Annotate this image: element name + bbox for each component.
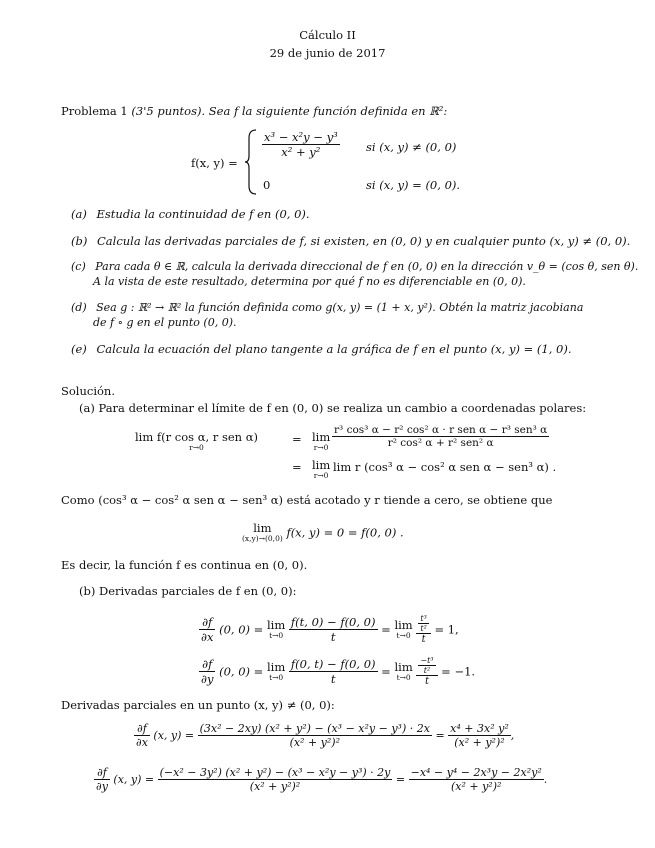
by-lim2-sub: t→0: [396, 672, 411, 682]
gx-at: (x, y) =: [153, 729, 195, 742]
partial-y-origin: [199, 656, 475, 687]
polar-numerator: r³ cos³ α − r² cos² α · r sen α − r³ sen³ α: [334, 424, 548, 436]
part-c-text2: A la vista de este resultado, determina por qué f no es diferenciable en (0, 0).: [93, 275, 526, 288]
gy-at: (x, y) =: [113, 773, 155, 786]
polar-lim1-sub: r→0: [313, 442, 329, 452]
gy-numerator: (−x² − 3y²) (x² + y²) − (x³ − x²y − y³) · 2y: [159, 766, 391, 779]
general-partials-intro: Derivadas parciales en un punto (x, y) ≠ (0, 0):: [61, 698, 335, 712]
partial-x-origin: [199, 614, 459, 645]
gx-eq: =: [435, 729, 445, 742]
gx-denominator: (x² + y²)²: [289, 736, 341, 749]
gx-denominator2: (x² + y²)²: [454, 736, 505, 749]
problem-text: Sea f la siguiente función definida en ℝ²:: [208, 104, 448, 118]
bx-eq: =: [381, 622, 391, 637]
dfdx-num: ∂f: [199, 615, 215, 630]
bounded-sentence: Como (cos³ α − cos² α sen α − sen³ α) está acotado y r tiende a cero, se obtiene que: [61, 493, 553, 507]
bx-lim2: lim: [394, 618, 413, 632]
part-b-text: Calcula las derivadas parciales de f, si existen, en (0, 0) y en cualquier punto (x, y) ≠ (0, 0).: [97, 234, 631, 248]
part-e-text: Calcula la ecuación del plano tangente a la gráfica de f en el punto (x, y) = (1, 0).: [96, 342, 572, 356]
part-d-text: Sea g : ℝ² → ℝ² la función definida como g(x, y) = (1 + x, y²). Obtén la matriz jacobiana: [96, 301, 584, 314]
continuity-conclusion: Es decir, la función f es continua en (0, 0).: [61, 558, 308, 572]
gx-end: ,: [510, 729, 515, 742]
case2-condition: si (x, y) = (0, 0).: [366, 178, 461, 192]
part-a: [71, 207, 310, 221]
polar-fraction: [332, 424, 549, 449]
case2-value: 0: [263, 178, 271, 192]
part-a-label: (a): [71, 207, 87, 221]
case1-condition: si (x, y) ≠ (0, 0): [366, 140, 457, 154]
part-e: [71, 342, 571, 356]
polar-lhs-text: lim f(r cos α, r sen α): [135, 430, 258, 444]
polar-eq-2: =: [292, 460, 302, 474]
dfdy-num: ∂f: [199, 657, 215, 672]
problem-statement: [61, 104, 447, 118]
result-limit-eq: f(x, y) = 0 = f(0, 0) .: [286, 525, 404, 540]
partial-x-general: [134, 722, 514, 749]
solution-b-intro: (b) Derivadas parciales de f en (0, 0):: [79, 584, 297, 598]
by-lim-sub: t→0: [269, 672, 284, 682]
by-inner-den: t²: [423, 666, 431, 675]
polar-line2-body: lim r (cos³ α − cos² α sen α − sen³ α) .: [333, 460, 557, 474]
bx-denominator: t: [330, 630, 336, 644]
dfdy-at: (0, 0) =: [219, 664, 264, 679]
by-denominator: t: [330, 672, 336, 686]
part-a-text: Estudia la continuidad de f en (0, 0).: [96, 207, 310, 221]
part-d: [71, 301, 583, 314]
dfdx-at: (0, 0) =: [219, 622, 264, 637]
polar-lim2-sub: r→0: [313, 470, 329, 480]
by-lim: lim: [266, 660, 286, 674]
document-title: Cálculo II: [299, 28, 356, 42]
bx-lim2-sub: t→0: [396, 630, 411, 640]
part-c-label: (c): [71, 260, 86, 273]
polar-lim-1: [312, 432, 330, 451]
polar-line2: [312, 460, 330, 479]
gy-dden: ∂y: [96, 780, 108, 793]
part-b: [71, 234, 630, 248]
bx-lim-sub: t→0: [269, 630, 284, 640]
result-lim-sub: (x,y)→(0,0): [242, 533, 283, 543]
polar-lhs-sub: r→0: [189, 442, 204, 452]
gx-numerator2: x⁴ + 3x² y²: [450, 722, 509, 735]
piecewise-brace: [244, 128, 258, 196]
case1-numerator: x³ − x²y − y³: [264, 130, 338, 144]
gy-dnum: ∂f: [94, 766, 110, 780]
by-lim2: lim: [394, 660, 413, 674]
gy-denominator2: (x² + y²)²: [450, 780, 502, 793]
polar-limit-lhs: [135, 432, 258, 451]
gx-dnum: ∂f: [134, 722, 150, 736]
gy-eq: =: [395, 773, 406, 786]
part-c: [71, 260, 638, 273]
by-result: = −1.: [441, 664, 476, 679]
result-limit: [242, 523, 404, 542]
part-d-text2: de f ∘ g en el punto (0, 0).: [93, 316, 237, 329]
gx-numerator: (3x² − 2xy) (x² + y²) − (x³ − x²y − y³) · 2x: [199, 722, 430, 735]
gx-dden: ∂x: [136, 736, 148, 749]
document-date: 29 de junio de 2017: [269, 46, 386, 60]
bx-lim: lim: [266, 618, 286, 632]
case1-denominator: x² + y²: [281, 145, 321, 159]
polar-lim1-text: lim: [312, 430, 331, 444]
part-c-text: Para cada θ ∈ ℝ, calcula la derivada direccional de f en (0, 0) en la dirección v_θ = (cos θ, sen θ).: [95, 260, 639, 273]
problem-label: Problema 1: [61, 104, 128, 118]
gy-end: .: [543, 773, 548, 786]
bx-numerator: f(t, 0) − f(0, 0): [290, 615, 376, 629]
bx-inner-num: t³: [420, 614, 427, 623]
polar-eq-1: =: [292, 432, 302, 446]
function-lhs: f(x, y) =: [191, 156, 238, 170]
gy-numerator2: −x⁴ − y⁴ − 2x³y − 2x²y²: [410, 766, 542, 779]
problem-points: (3'5 puntos).: [131, 104, 206, 118]
solution-a-intro: (a) Para determinar el límite de f en (0, 0) se realiza un cambio a coordenadas polares:: [79, 401, 587, 415]
partial-y-general: [94, 766, 547, 793]
dfdy-den: ∂y: [201, 672, 214, 686]
by-numerator: f(0, t) − f(0, 0): [290, 657, 376, 671]
by-outer-den: t: [424, 676, 429, 687]
bx-inner-den: t²: [420, 624, 427, 633]
solution-title: Solución.: [61, 384, 115, 398]
result-lim-text: lim: [253, 521, 272, 535]
bx-outer-den: t: [421, 634, 426, 645]
case1-fraction: [262, 130, 340, 159]
bx-result: = 1,: [434, 622, 459, 637]
part-d-label: (d): [71, 301, 87, 314]
part-e-label: (e): [71, 342, 87, 356]
by-eq: =: [381, 664, 391, 679]
by-inner-num: −t³: [420, 656, 434, 665]
polar-lim2-text: lim: [312, 458, 331, 472]
polar-denominator: r² cos² α + r² sen² α: [387, 437, 494, 449]
gy-denominator: (x² + y²)²: [249, 780, 301, 793]
dfdx-den: ∂x: [201, 630, 214, 644]
part-b-label: (b): [71, 234, 88, 248]
